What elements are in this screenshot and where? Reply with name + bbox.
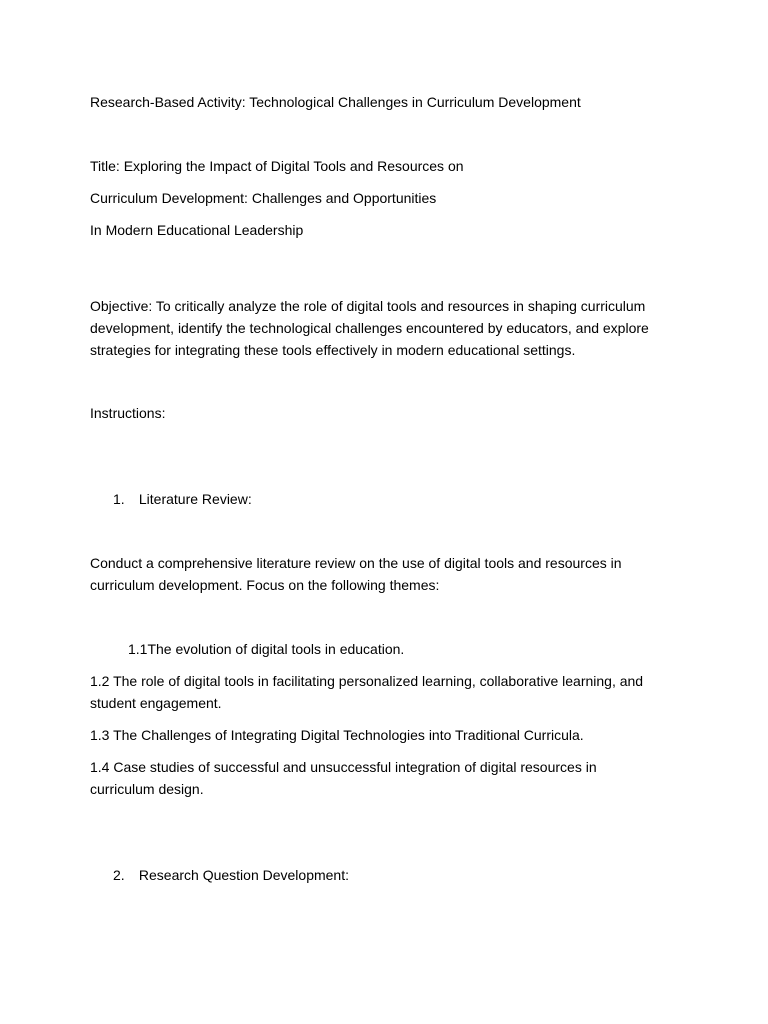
section-1-intro: Conduct a comprehensive literature review on the use of digital tools and resources in curriculum development. Focus on the following themes: <box>90 555 622 593</box>
title-line-3: In Modern Educational Leadership <box>90 222 304 238</box>
section-1-number: 1. <box>113 491 125 507</box>
section-1-heading <box>113 488 252 510</box>
title-line-2: Curriculum Development: Challenges and Opportunities <box>90 190 437 206</box>
section-2-heading <box>113 864 349 886</box>
objective-paragraph: Objective: To critically analyze the role of digital tools and resources in shaping curriculum development, identify the technological challenges encountered by educators, and explore strategies for integrating these tools effectively in modern educational settings. <box>90 298 649 358</box>
theme-item: 1.1The evolution of digital tools in education. <box>128 641 405 657</box>
title-line-1: Title: Exploring the Impact of Digital Tools and Resources on <box>90 158 464 174</box>
instructions-label: Instructions: <box>90 405 166 421</box>
theme-item: 1.4 Case studies of successful and unsuccessful integration of digital resources in curriculum design. <box>90 759 597 797</box>
document-heading: Research-Based Activity: Technological Challenges in Curriculum Development <box>90 94 581 110</box>
section-2-label: Research Question Development: <box>138 867 349 883</box>
section-1-label: Literature Review: <box>138 491 252 507</box>
theme-item: 1.3 The Challenges of Integrating Digital Technologies into Traditional Curricula. <box>90 727 584 743</box>
section-2-number: 2. <box>113 867 125 883</box>
theme-item: 1.2 The role of digital tools in facilitating personalized learning, collaborative learning, and student engagement. <box>90 673 644 711</box>
